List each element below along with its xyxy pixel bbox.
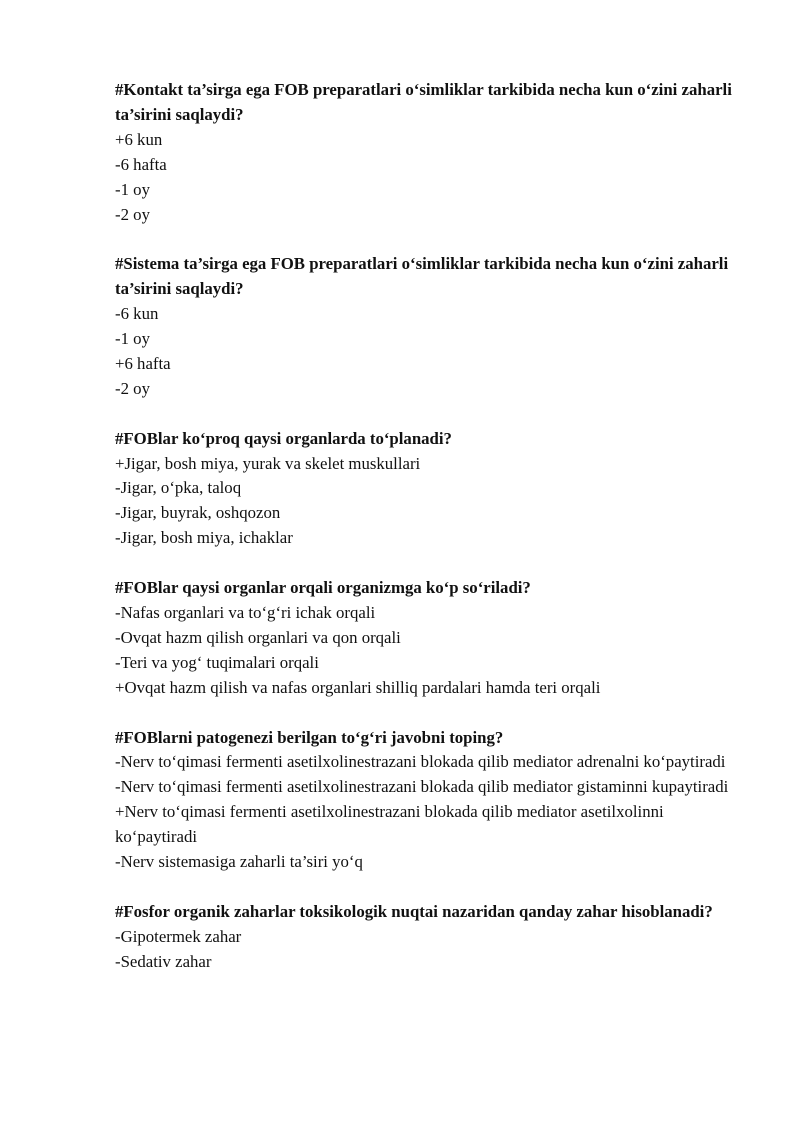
answer-option: +Ovqat hazm qilish va nafas organlari shilliq pardalari hamda teri orqali bbox=[115, 677, 601, 697]
answer-option: +6 hafta bbox=[115, 353, 171, 373]
answer-option: -2 oy bbox=[115, 378, 150, 398]
answer-option: -6 hafta bbox=[115, 154, 167, 174]
answer-option: -Nerv sistemasiga zaharli ta’siri yo‘q bbox=[115, 852, 363, 872]
question-block bbox=[115, 78, 735, 227]
answer-option: -Teri va yog‘ tuqimalari orqali bbox=[115, 652, 319, 672]
question-title: #Fosfor organik zaharlar toksikologik nuqtai nazaridan qanday zahar hisoblanadi? bbox=[115, 901, 713, 921]
answer-option: -1 oy bbox=[115, 329, 150, 349]
question-block bbox=[115, 900, 735, 975]
question-block bbox=[115, 726, 735, 875]
question-block bbox=[115, 252, 735, 401]
question-title: #FOBlarni patogenezi berilgan to‘g‘ri javobni toping? bbox=[115, 727, 504, 747]
question-title: #Kontakt ta’sirga ega FOB preparatlari o‘simliklar tarkibida necha kun o‘zini zaharli ta’sirini saqlaydi? bbox=[115, 80, 732, 124]
document-page bbox=[115, 78, 735, 999]
answer-option: -Nafas organlari va to‘g‘ri ichak orqali bbox=[115, 602, 376, 622]
question-block bbox=[115, 576, 735, 701]
question-block bbox=[115, 427, 735, 552]
answer-option: +Jigar, bosh miya, yurak va skelet muskullari bbox=[115, 453, 421, 473]
question-title: #Sistema ta’sirga ega FOB preparatlari o‘simliklar tarkibida necha kun o‘zini zaharli ta’sirini saqlaydi? bbox=[115, 254, 729, 299]
question-title: #FOBlar qaysi organlar orqali organizmga ko‘p so‘riladi? bbox=[115, 578, 531, 598]
answer-option: -2 oy bbox=[115, 204, 150, 224]
answer-option: +6 kun bbox=[115, 129, 163, 149]
answer-option: -Nerv to‘qimasi fermenti asetilxolinestrazani blokada qilib mediator adrenalni ko‘paytiradi bbox=[115, 752, 726, 772]
answer-option: -Jigar, bosh miya, ichaklar bbox=[115, 528, 293, 548]
answer-option: -Gipotermek zahar bbox=[115, 926, 242, 946]
answer-option: -Jigar, o‘pka, taloq bbox=[115, 478, 242, 498]
answer-option: -Jigar, buyrak, oshqozon bbox=[115, 503, 281, 523]
question-title: #FOBlar ko‘proq qaysi organlarda to‘planadi? bbox=[115, 428, 452, 448]
answer-option: -1 oy bbox=[115, 179, 150, 199]
answer-option: -6 kun bbox=[115, 304, 159, 324]
answer-option: -Ovqat hazm qilish organlari va qon orqali bbox=[115, 627, 401, 647]
answer-option: -Nerv to‘qimasi fermenti asetilxolinestrazani blokada qilib mediator gistaminni kupaytiradi bbox=[115, 777, 729, 797]
answer-option: -Sedativ zahar bbox=[115, 951, 212, 971]
answer-option: +Nerv to‘qimasi fermenti asetilxolinestrazani blokada qilib mediator asetilxolinni ko‘paytiradi bbox=[115, 802, 664, 847]
